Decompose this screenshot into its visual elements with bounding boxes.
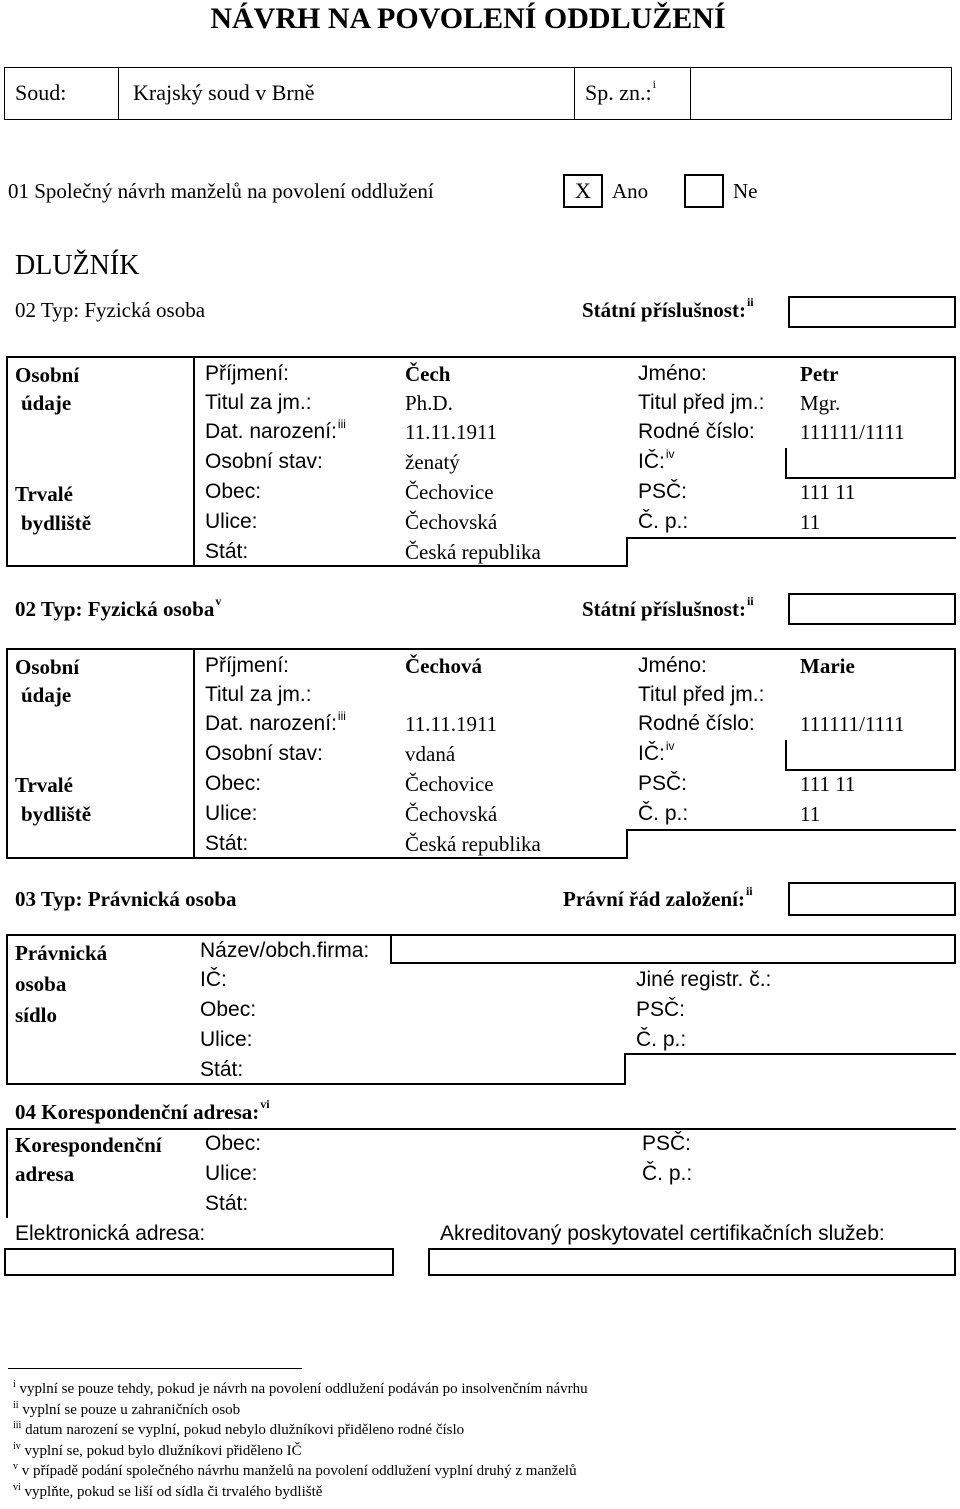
debtor1-zip-label: PSČ: xyxy=(638,480,688,503)
footnote-item xyxy=(12,1463,577,1480)
debtor2-birth-label xyxy=(205,709,346,736)
legal-ic-label: IČ: xyxy=(200,968,227,991)
divider xyxy=(390,962,956,964)
law-text: Právní řád založení: xyxy=(563,887,745,911)
debtor2-name[interactable]: Marie xyxy=(800,654,855,678)
court-label: Soud: xyxy=(15,80,67,105)
debtor2-city-label: Obec: xyxy=(205,772,262,795)
divider xyxy=(6,1128,956,1130)
debtor1-status[interactable]: ženatý xyxy=(405,450,460,474)
legal-type: 03 Typ: Právnická osoba xyxy=(15,887,237,911)
type-text: 02 Typ: Fyzická osoba xyxy=(15,597,215,621)
debtor2-zip[interactable]: 111 11 xyxy=(800,772,856,796)
debtor1-birth[interactable]: 11.11.1911 xyxy=(405,420,498,444)
divider xyxy=(118,67,119,120)
joint-no-checkbox[interactable] xyxy=(684,174,724,208)
debtor2-birth[interactable]: 11.11.1911 xyxy=(405,712,498,736)
divider xyxy=(624,1053,626,1085)
corr-zip-label: PSČ: xyxy=(642,1132,692,1155)
divider xyxy=(626,537,628,567)
debtor1-no[interactable]: 11 xyxy=(800,510,821,534)
section-word: Korespondenční xyxy=(15,1133,162,1157)
divider xyxy=(785,769,956,771)
debtor1-name[interactable]: Petr xyxy=(800,362,839,386)
footnote-text: vyplní se pouze tehdy, pokud je návrh na povolení oddlužení podáván po insolvenčním návrhu xyxy=(15,1381,588,1397)
divider xyxy=(390,934,392,964)
footnote-ref: ii xyxy=(745,884,753,898)
ic-text: IČ: xyxy=(638,450,665,473)
footnote-mark: iv xyxy=(13,1440,21,1452)
footnote-item xyxy=(12,1484,322,1501)
corr-section xyxy=(15,1131,162,1189)
debtor2-state-label: Stát: xyxy=(205,832,249,855)
debtor2-section-residence xyxy=(15,771,91,829)
divider xyxy=(6,1083,626,1085)
legal-firm-label: Název/obch.firma: xyxy=(200,939,370,962)
section-word: osoba xyxy=(15,972,67,996)
footnote-mark: i xyxy=(13,1379,16,1390)
debtor2-no-label: Č. p.: xyxy=(638,802,689,825)
case-number-field[interactable] xyxy=(695,70,945,116)
footnote-item xyxy=(12,1422,464,1439)
citizenship-text: Státní příslušnost: xyxy=(582,597,746,621)
divider xyxy=(6,565,628,567)
section-word: Právnická xyxy=(15,941,108,965)
debtor1-title-before-label: Titul před jm.: xyxy=(638,391,765,414)
debtor2-title-after-label: Titul za jm.: xyxy=(205,683,312,706)
case-label-text: Sp. zn.: xyxy=(585,80,652,105)
legal-other-reg-label: Jiné registr. č.: xyxy=(636,968,772,991)
debtor1-zip[interactable]: 111 11 xyxy=(800,480,856,504)
debtor1-type: 02 Typ: Fyzická osoba xyxy=(15,298,206,322)
debtor2-status[interactable]: vdaná xyxy=(405,742,456,766)
debtor2-no[interactable]: 11 xyxy=(800,802,821,826)
footnote-item xyxy=(12,1381,588,1398)
section-word: Osobní xyxy=(15,363,80,387)
debtor1-section-residence xyxy=(15,480,91,538)
debtor1-state-label: Stát: xyxy=(205,540,249,563)
divider xyxy=(785,740,787,771)
debtor2-state[interactable]: Česká republika xyxy=(405,832,541,856)
corr-heading xyxy=(15,1097,270,1125)
corr-email-label: Elektronická adresa: xyxy=(15,1222,206,1245)
footnote-ref: iv xyxy=(665,447,675,461)
divider xyxy=(954,934,956,964)
corr-cert-field[interactable] xyxy=(428,1248,956,1276)
debtor2-city[interactable]: Čechovice xyxy=(405,772,494,796)
section-word: údaje xyxy=(21,391,72,415)
footnote-ref: ii xyxy=(746,594,754,608)
debtor1-name-label: Jméno: xyxy=(638,362,707,385)
footnote-item xyxy=(12,1440,302,1460)
legal-state-label: Stát: xyxy=(200,1058,244,1081)
divider xyxy=(626,537,956,539)
corr-no-label: Č. p.: xyxy=(642,1162,693,1185)
debtor2-name-label: Jméno: xyxy=(638,654,707,677)
debtor2-citizenship-label xyxy=(582,594,754,622)
debtor1-street[interactable]: Čechovská xyxy=(405,510,498,534)
footnote-text: vyplní se pouze u zahraničních osob xyxy=(18,1401,241,1418)
footnote-ref: iii xyxy=(337,709,346,723)
debtor2-street[interactable]: Čechovská xyxy=(405,802,498,826)
legal-section xyxy=(15,938,107,1031)
debtor1-city[interactable]: Čechovice xyxy=(405,480,494,504)
debtor2-rc[interactable]: 111111/1111 xyxy=(800,712,905,736)
birth-text: Dat. narození: xyxy=(205,712,337,735)
divider xyxy=(6,934,956,936)
footnote-ref: vi xyxy=(260,1097,270,1111)
court-value[interactable]: Krajský soud v Brně xyxy=(133,80,315,105)
joint-no-label: Ne xyxy=(733,179,758,203)
divider xyxy=(626,829,628,859)
ic-text: IČ: xyxy=(638,742,665,765)
legal-law-field[interactable] xyxy=(788,882,956,916)
debtor-heading: DLUŽNÍK xyxy=(15,250,140,281)
debtor1-title-before[interactable]: Mgr. xyxy=(800,391,841,415)
legal-zip-label: PSČ: xyxy=(636,998,686,1021)
divider xyxy=(785,448,787,479)
debtor1-state[interactable]: Česká republika xyxy=(405,540,541,564)
section-word: adresa xyxy=(15,1162,75,1186)
debtor1-street-label: Ulice: xyxy=(205,510,258,533)
corr-cert-label: Akreditovaný poskytovatel certifikačních služeb: xyxy=(440,1222,885,1245)
debtor1-birth-label xyxy=(205,417,346,444)
debtor1-citizenship-field[interactable] xyxy=(788,296,956,328)
debtor1-rc-label: Rodné číslo: xyxy=(638,420,755,443)
debtor1-rc[interactable]: 111111/1111 xyxy=(800,420,905,444)
debtor1-status-label: Osobní stav: xyxy=(205,450,323,473)
case-number-label xyxy=(585,77,656,106)
divider xyxy=(574,67,575,120)
divider xyxy=(6,648,8,859)
debtor2-ic-label xyxy=(638,739,675,766)
corr-email-field[interactable] xyxy=(4,1248,394,1276)
debtor1-ic-label xyxy=(638,447,675,474)
section-word: údaje xyxy=(21,683,72,707)
debtor1-title-after[interactable]: Ph.D. xyxy=(405,391,453,415)
section-word: bydliště xyxy=(21,802,92,826)
citizenship-text: Státní příslušnost: xyxy=(582,298,746,322)
divider xyxy=(6,648,956,650)
page-title: NÁVRH NA POVOLENÍ ODDLUŽENÍ xyxy=(210,2,726,35)
debtor2-title-before-label: Titul před jm.: xyxy=(638,683,765,706)
legal-street-label: Ulice: xyxy=(200,1028,253,1051)
joint-yes-checkbox[interactable]: X xyxy=(563,174,603,208)
divider xyxy=(193,648,195,859)
debtor2-status-label: Osobní stav: xyxy=(205,742,323,765)
joint-label: 01 Společný návrh manželů na povolení oddlužení xyxy=(8,179,434,203)
corr-city-label: Obec: xyxy=(205,1132,262,1155)
footnote-separator xyxy=(8,1368,302,1369)
debtor2-type xyxy=(15,594,222,622)
footnote-ref: iv xyxy=(665,739,675,753)
divider xyxy=(6,1128,8,1218)
footnote-text: vyplňte, pokud se liší od sídla či trvalého bydliště xyxy=(20,1484,323,1500)
debtor2-surname[interactable]: Čechová xyxy=(405,654,482,678)
divider xyxy=(785,477,956,479)
legal-city-label: Obec: xyxy=(200,998,257,1021)
divider xyxy=(626,829,956,831)
footnote-ref: iii xyxy=(337,417,346,431)
debtor1-no-label: Č. p.: xyxy=(638,510,689,533)
debtor1-citizenship-label xyxy=(582,295,754,323)
footnote-ref: ii xyxy=(746,295,754,309)
divider xyxy=(954,356,956,479)
footnote-mark: v xyxy=(13,1461,18,1473)
footnote-text: v případě podání společného návrhu manželů na povolení oddlužení vyplní druhý z manželů xyxy=(18,1463,577,1480)
footnote-ref: i xyxy=(652,77,656,91)
footnote-ref: v xyxy=(215,594,222,608)
debtor2-street-label: Ulice: xyxy=(205,802,258,825)
legal-no-label: Č. p.: xyxy=(636,1028,687,1051)
debtor2-surname-label: Příjmení: xyxy=(205,654,290,677)
divider xyxy=(624,1053,956,1055)
footnote-mark: vi xyxy=(13,1482,21,1493)
section-word: sídlo xyxy=(15,1003,58,1027)
section-word: Trvalé xyxy=(15,773,73,797)
divider xyxy=(954,648,956,771)
divider xyxy=(6,356,956,358)
debtor1-city-label: Obec: xyxy=(205,480,262,503)
divider xyxy=(690,67,691,120)
divider xyxy=(6,857,628,859)
footnote-mark: iii xyxy=(13,1420,22,1432)
section-word: Osobní xyxy=(15,655,80,679)
corr-heading-text: 04 Korespondenční adresa: xyxy=(15,1100,260,1124)
debtor1-surname[interactable]: Čech xyxy=(405,362,451,386)
debtor1-title-after-label: Titul za jm.: xyxy=(205,391,312,414)
divider xyxy=(193,356,195,567)
joint-yes-label: Ano xyxy=(612,179,649,203)
debtor2-section-personal xyxy=(15,653,79,709)
corr-street-label: Ulice: xyxy=(205,1162,258,1185)
corr-state-label: Stát: xyxy=(205,1192,249,1215)
footnote-mark: ii xyxy=(13,1399,19,1411)
section-word: Trvalé xyxy=(15,482,73,506)
debtor2-zip-label: PSČ: xyxy=(638,772,688,795)
section-word: bydliště xyxy=(21,511,92,535)
footnote-item xyxy=(12,1399,241,1419)
footnote-text: datum narození se vyplní, pokud nebylo dlužníkovi přiděleno rodné číslo xyxy=(21,1422,465,1439)
birth-text: Dat. narození: xyxy=(205,420,337,443)
legal-law-label xyxy=(563,884,753,912)
debtor2-rc-label: Rodné číslo: xyxy=(638,712,755,735)
divider xyxy=(6,356,8,567)
debtor1-section-personal xyxy=(15,361,79,417)
footnote-text: vyplní se, pokud bylo dlužníkovi přiděleno IČ xyxy=(20,1442,302,1459)
debtor1-surname-label: Příjmení: xyxy=(205,362,290,385)
debtor2-citizenship-field[interactable] xyxy=(788,593,956,625)
divider xyxy=(6,934,8,1085)
